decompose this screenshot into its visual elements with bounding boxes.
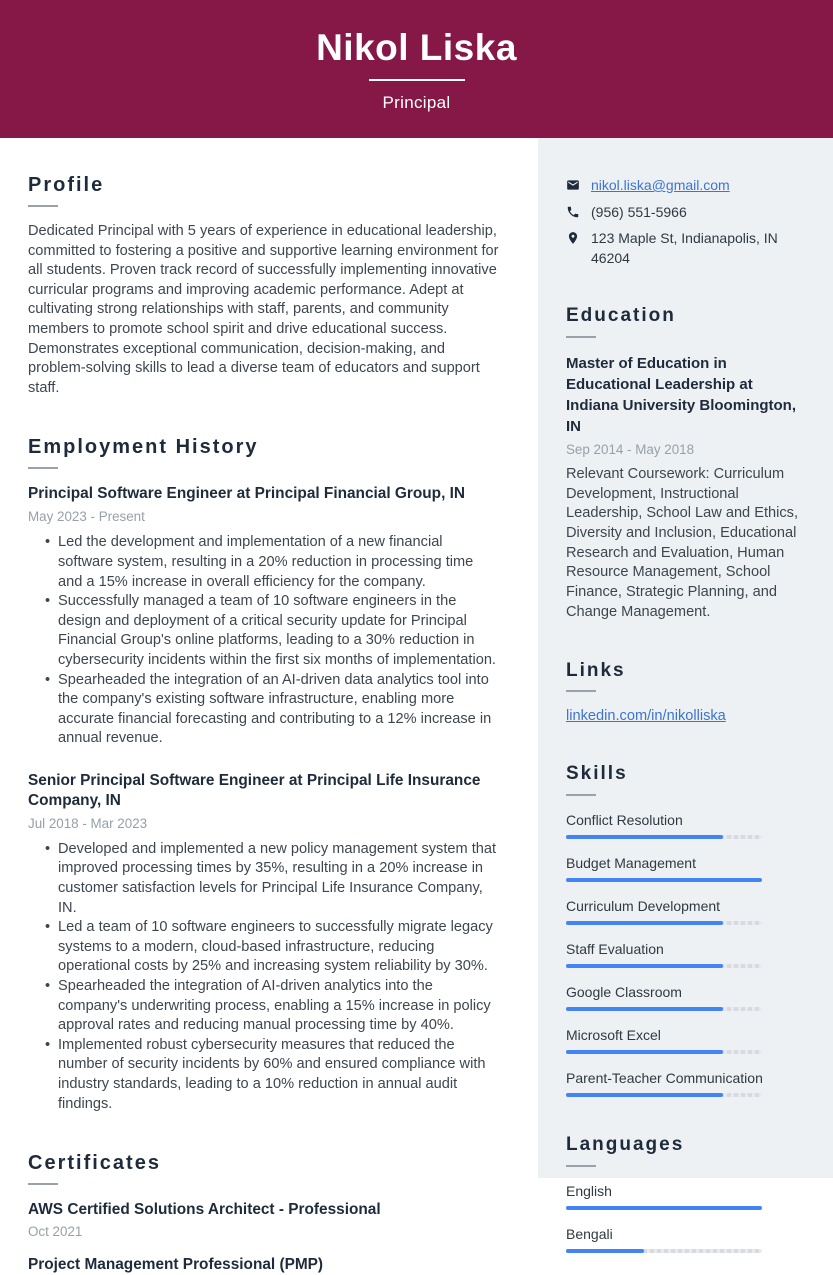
skill-row: [566, 940, 805, 968]
skill-bar-track: [566, 921, 762, 925]
skill-bar-fill: [566, 1050, 723, 1054]
skill-bar-fill: [566, 1093, 723, 1097]
main-column: [0, 138, 538, 1274]
skill-name: Google Classroom: [566, 984, 682, 1001]
skill-row: [566, 1026, 805, 1054]
job-title: Senior Principal Software Engineer at Principal Life Insurance Company, IN: [28, 771, 481, 809]
skill-name: Bengali: [566, 1226, 613, 1243]
skill-name: Parent-Teacher Communication: [566, 1070, 763, 1087]
job-title: Principal Software Engineer at Principal Financial Group, IN: [28, 485, 466, 503]
job-bullet: • Implemented robust cybersecurity measures that reduced the number of security incidents by 60% and ensured compliance with industry standards, leading to a 10% reduction in annual audit findings.: [58, 1036, 500, 1114]
person-name: Nikol Liska: [316, 27, 517, 68]
job-entry: [28, 771, 500, 1114]
contact-email-row: [566, 176, 805, 196]
skill-bar-track: [566, 878, 762, 882]
skill-bar-track: [566, 835, 762, 839]
job-bullet: • Led the development and implementation of a new financial software system, resulting in a 20% reduction in processing time and a 15% increase in overall efficiency for the company.: [58, 533, 500, 592]
languages-section: [566, 1135, 805, 1253]
phone-icon: [566, 205, 580, 219]
heading-rule: [566, 1165, 596, 1167]
skill-row: [566, 811, 805, 839]
envelope-icon: [566, 178, 580, 192]
contact-block: [566, 176, 805, 268]
education-section: [566, 306, 805, 623]
profile-text: Dedicated Principal with 5 years of experience in educational leadership, committed to fostering a positive and supportive learning environment for all students. Proven track record of successfully implementing innovative curricular programs and improving academic performance. Adept at cultivating strong relationships with staff, parents, and community members to promote school spirit and drive educational success. Demonstrates exceptional communication, decision-making, and problem-solving skills to lead a diverse team of educators and support staff.: [28, 223, 499, 396]
linkedin-link[interactable]: linkedin.com/in/nikolliska: [566, 708, 726, 725]
skill-bar-track: [566, 964, 762, 968]
profile-section: [28, 174, 500, 398]
location-pin-icon: [566, 231, 580, 245]
skill-row: [566, 1069, 805, 1097]
skill-name: Curriculum Development: [566, 898, 721, 915]
skill-bar-fill: [566, 878, 762, 882]
certificates-heading: Certificates: [28, 1152, 161, 1175]
languages-heading: Languages: [566, 1134, 685, 1156]
skill-name: Staff Evaluation: [566, 941, 664, 958]
skill-name: Microsoft Excel: [566, 1027, 661, 1044]
job-dates: May 2023 - Present: [28, 509, 145, 525]
profile-heading: Profile: [28, 174, 105, 196]
job-entry: [28, 484, 500, 749]
heading-rule: [28, 1183, 58, 1185]
email-link[interactable]: nikol.liska@gmail.com: [591, 177, 730, 193]
education-description: Relevant Coursework: Curriculum Development, Instructional Leadership, School Law and Ethics, Diversity and Inclusion, Educational Research and Evaluation, Human Resource Management, School Finance, Strategic Planning, and Change Management.: [566, 465, 799, 620]
links-heading: Links: [566, 659, 626, 681]
certificate-entry: [28, 1255, 500, 1275]
certificate-date: Oct 2021: [28, 1224, 83, 1240]
skill-bar-fill: [566, 921, 723, 925]
header-divider: [369, 79, 465, 81]
skills-section: [566, 764, 805, 1097]
employment-section: [28, 436, 500, 1114]
skill-row: [566, 897, 805, 925]
skill-row: [566, 1182, 805, 1210]
education-heading: Education: [566, 305, 676, 326]
certificate-title: AWS Certified Solutions Architect - Professional: [28, 1201, 381, 1219]
skill-name: Conflict Resolution: [566, 812, 683, 829]
heading-rule: [28, 205, 58, 207]
skill-bar-fill: [566, 964, 723, 968]
job-bullets: [28, 840, 500, 1114]
contact-address-row: [566, 229, 805, 268]
contact-phone-row: [566, 203, 805, 223]
skill-bar-track: [566, 1206, 762, 1210]
job-bullet: • Led a team of 10 software engineers to successfully migrate legacy systems to a modern, cloud-based infrastructure, reducing operational costs by 25% and increasing system reliability by 30%.: [58, 918, 500, 977]
links-list: [566, 707, 805, 726]
heading-rule: [566, 794, 596, 796]
skill-bar-fill: [566, 1206, 762, 1210]
employment-heading: Employment History: [28, 436, 259, 459]
skill-bar-fill: [566, 1249, 644, 1253]
certificates-list: [28, 1200, 500, 1275]
skill-name: English: [566, 1183, 612, 1200]
skill-row: [566, 854, 805, 882]
resume-body: [0, 138, 833, 1274]
job-bullet: • Successfully managed a team of 10 software engineers in the design and deployment of a critical security update for Principal Financial Group's online platforms, leading to a 30% reduction in cybersecurity incidents within the first six months of implementation.: [58, 592, 500, 670]
sidebar: [538, 138, 833, 1243]
education-degree: Master of Education in Educational Leadership at Indiana University Bloomington, IN: [566, 354, 797, 435]
certificates-section: [28, 1152, 500, 1275]
skill-bar-track: [566, 1007, 762, 1011]
certificate-title: Project Management Professional (PMP): [28, 1256, 324, 1274]
skills-list: [566, 811, 805, 1097]
heading-rule: [28, 467, 58, 469]
person-job-title: Principal: [382, 93, 451, 112]
skill-bar-track: [566, 1050, 762, 1054]
job-dates: Jul 2018 - Mar 2023: [28, 815, 148, 831]
skill-bar-track: [566, 1249, 762, 1253]
skills-heading: Skills: [566, 763, 628, 785]
languages-list: [566, 1182, 805, 1253]
certificate-entry: [28, 1200, 500, 1240]
skill-name: Budget Management: [566, 855, 696, 872]
resume-header: [0, 0, 833, 138]
address-text: 123 Maple St, Indianapolis, IN 46204: [591, 230, 778, 266]
phone-number: (956) 551-5966: [591, 203, 687, 220]
skill-bar-fill: [566, 835, 723, 839]
skill-bar-fill: [566, 1007, 723, 1011]
skill-row: [566, 1225, 805, 1253]
skill-row: [566, 983, 805, 1011]
job-bullets: [28, 533, 500, 749]
links-section: [566, 661, 805, 727]
job-bullet: • Spearheaded the integration of AI-driven analytics into the company's underwriting process, enabling a 15% increase in policy approval rates and reducing manual processing time by 40%.: [58, 977, 500, 1036]
job-bullet: • Spearheaded the integration of an AI-driven data analytics tool into the company's existing software infrastructure, enabling more accurate financial forecasting and contributing to a 12% increase in annual revenue.: [58, 671, 500, 749]
heading-rule: [566, 690, 596, 692]
education-dates: Sep 2014 - May 2018: [566, 441, 695, 457]
jobs-list: [28, 484, 500, 1114]
skill-bar-track: [566, 1093, 762, 1097]
job-bullet: • Developed and implemented a new policy management system that improved processing times by 35%, resulting in a 20% increase in customer satisfaction levels for Principal Life Insurance Company, IN.: [58, 840, 500, 918]
heading-rule: [566, 336, 596, 338]
